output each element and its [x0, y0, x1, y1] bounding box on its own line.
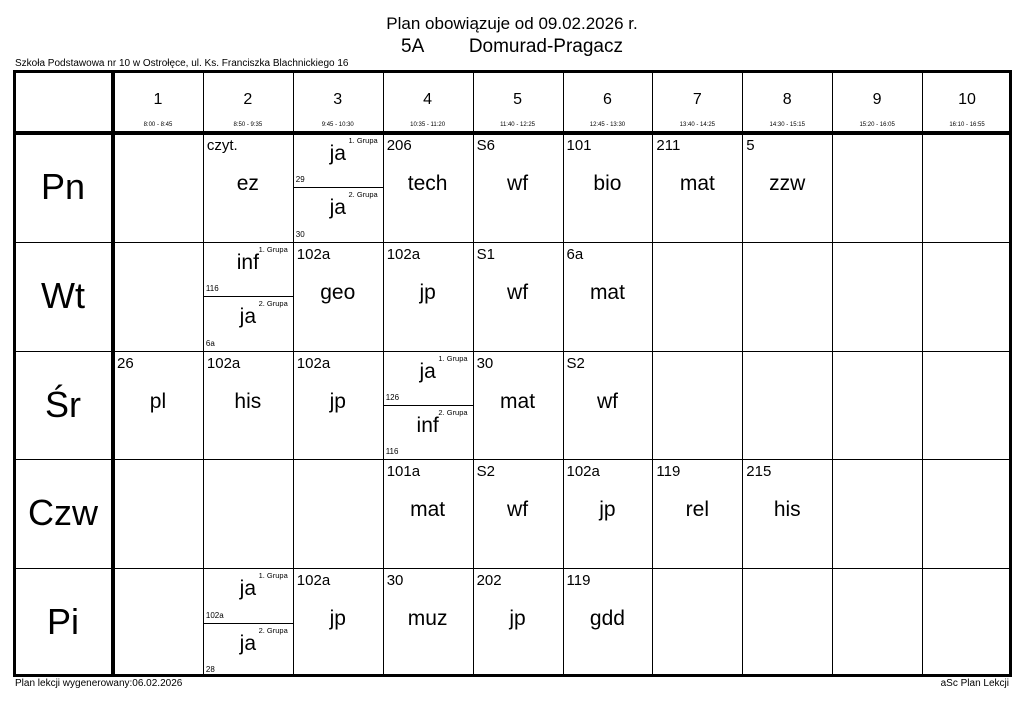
lesson-room: czyt.: [206, 137, 238, 154]
lesson-room: 102a: [296, 572, 331, 590]
lesson-room: 119: [656, 463, 681, 481]
period-number: 7: [692, 91, 702, 108]
lesson-room: S1: [476, 245, 495, 263]
period-number: 3: [333, 91, 343, 108]
column-line: [563, 70, 564, 677]
lesson-subject: pl: [149, 389, 167, 413]
row-line: [13, 351, 1012, 352]
group-label: 2. Grupa: [258, 299, 288, 309]
lesson-subject: mat: [589, 280, 625, 304]
group-room: 102a: [205, 610, 224, 620]
day-label: Pn: [40, 166, 86, 207]
class-name: 5A: [401, 36, 425, 57]
column-line: [652, 70, 653, 677]
row-line: [13, 568, 1012, 569]
lesson-subject: geo: [320, 280, 356, 304]
period-time: 15:20 - 16:05: [859, 122, 895, 128]
group-room: 116: [385, 447, 399, 457]
group-label: 2. Grupa: [348, 190, 378, 200]
lesson-subject: mat: [500, 389, 536, 413]
group-room: 28: [205, 665, 215, 674]
row-line: [13, 459, 1012, 460]
period-number: 4: [423, 91, 433, 108]
lesson-subject: tech: [407, 172, 448, 195]
group-label: 1. Grupa: [438, 353, 468, 363]
border-top: [13, 70, 1012, 73]
lesson-room: 206: [386, 137, 412, 154]
lesson-subject: wf: [507, 498, 529, 522]
lesson-room: 30: [386, 572, 404, 590]
software-credit: aSc Plan Lekcji: [940, 678, 1009, 689]
group-room: 29: [295, 175, 305, 185]
lesson-room: 119: [566, 572, 591, 590]
lesson-subject: ez: [236, 172, 259, 195]
day-label: Śr: [45, 383, 81, 425]
lesson-subject: mat: [679, 172, 715, 195]
group-divider: [294, 187, 383, 188]
period-number: 1: [153, 91, 163, 108]
period-time: 13:40 - 14:25: [679, 122, 716, 128]
lesson-subject: jp: [419, 280, 436, 304]
period-time: 8:50 - 9:35: [233, 122, 263, 128]
class-header: [0, 36, 1024, 58]
lesson-room: 102a: [386, 245, 421, 263]
lesson-subject: gdd: [589, 607, 625, 631]
lesson-room: 211: [656, 137, 681, 154]
border-left: [13, 70, 16, 677]
column-line: [832, 70, 833, 677]
row-line: [13, 242, 1012, 243]
day-column-separator: [111, 70, 115, 677]
period-time: 14:30 - 15:15: [769, 122, 805, 128]
group-label: 1. Grupa: [348, 136, 378, 145]
period-time: 9:45 - 10:30: [321, 122, 354, 128]
day-label: Pi: [46, 601, 79, 643]
lesson-room: 5: [746, 137, 755, 154]
day-label: Czw: [28, 492, 98, 534]
group-divider: [204, 623, 293, 624]
lesson-subject: wf: [596, 389, 618, 413]
period-number: 10: [958, 91, 976, 108]
group-subject: ja: [329, 142, 346, 165]
lesson-room: 30: [476, 354, 494, 372]
group-label: 2. Grupa: [258, 625, 288, 635]
period-number: 8: [782, 91, 792, 108]
timetable-grid: [13, 70, 1012, 677]
group-subject: ja: [239, 631, 257, 655]
day-label: Wt: [41, 274, 85, 316]
border-right: [1009, 70, 1012, 677]
lesson-room: 26: [117, 354, 134, 372]
lesson-subject: his: [234, 389, 262, 413]
lesson-room: S6: [476, 137, 495, 154]
group-room: 30: [295, 229, 305, 239]
group-room: 116: [205, 284, 219, 294]
column-line: [922, 70, 923, 677]
lesson-room: 215: [746, 463, 772, 481]
lesson-subject: mat: [410, 498, 446, 522]
class-teacher: Domurad-Pragacz: [468, 36, 623, 57]
group-subject: inf: [416, 414, 439, 437]
lesson-room: 102a: [566, 463, 600, 481]
group-label: 2. Grupa: [438, 408, 468, 417]
group-subject: ja: [329, 196, 346, 220]
period-number: 5: [513, 91, 522, 108]
column-line: [742, 70, 743, 677]
lesson-subject: wf: [507, 280, 529, 304]
group-label: 1. Grupa: [258, 571, 288, 581]
lesson-room: 101a: [386, 463, 421, 481]
school-name: Szkoła Podstawowa nr 10 w Ostrołęce, ul. Ks. Franciszka Blachnickiego 16: [15, 58, 349, 69]
lesson-room: 6a: [566, 245, 584, 263]
period-number: 9: [872, 91, 882, 108]
period-time: 8:00 - 8:45: [143, 122, 173, 128]
group-subject: ja: [419, 359, 436, 383]
lesson-room: 102a: [296, 354, 331, 372]
border-bottom: [13, 674, 1012, 677]
lesson-room: S2: [566, 354, 585, 372]
lesson-subject: jp: [599, 498, 616, 522]
lesson-subject: jp: [329, 607, 346, 631]
lesson-subject: wf: [507, 172, 529, 195]
period-time: 10:35 - 11:20: [410, 122, 446, 128]
lesson-subject: jp: [329, 389, 346, 413]
lesson-subject: jp: [509, 607, 526, 631]
header-separator: [13, 131, 1012, 135]
period-time: 12:45 - 13:30: [589, 122, 626, 128]
lesson-subject: zzw: [769, 172, 806, 195]
lesson-subject: bio: [593, 172, 622, 195]
plan-validity-title: Plan obowiązuje od 09.02.2026 r.: [386, 14, 638, 33]
generated-date: Plan lekcji wygenerowany:06.02.2026: [15, 678, 183, 689]
group-subject: ja: [239, 305, 257, 329]
period-number: 2: [243, 91, 253, 108]
column-line: [473, 70, 474, 677]
lesson-room: 102a: [206, 354, 241, 372]
group-subject: ja: [239, 577, 257, 601]
group-divider: [204, 296, 293, 297]
lesson-room: 202: [476, 572, 502, 590]
lesson-room: S2: [476, 463, 495, 481]
group-label: 1. Grupa: [258, 244, 288, 254]
group-divider: [384, 405, 473, 406]
lesson-room: 101: [566, 137, 592, 154]
group-room: 126: [385, 393, 400, 402]
lesson-subject: his: [773, 498, 801, 522]
lesson-subject: muz: [407, 607, 448, 631]
group-subject: inf: [236, 250, 259, 274]
period-number: 6: [602, 91, 612, 108]
lesson-subject: rel: [685, 498, 709, 522]
period-time: 16:10 - 16:55: [949, 122, 985, 128]
period-time: 11:40 - 12:25: [500, 122, 535, 128]
group-room: 6a: [205, 338, 215, 348]
lesson-room: 102a: [296, 245, 331, 263]
